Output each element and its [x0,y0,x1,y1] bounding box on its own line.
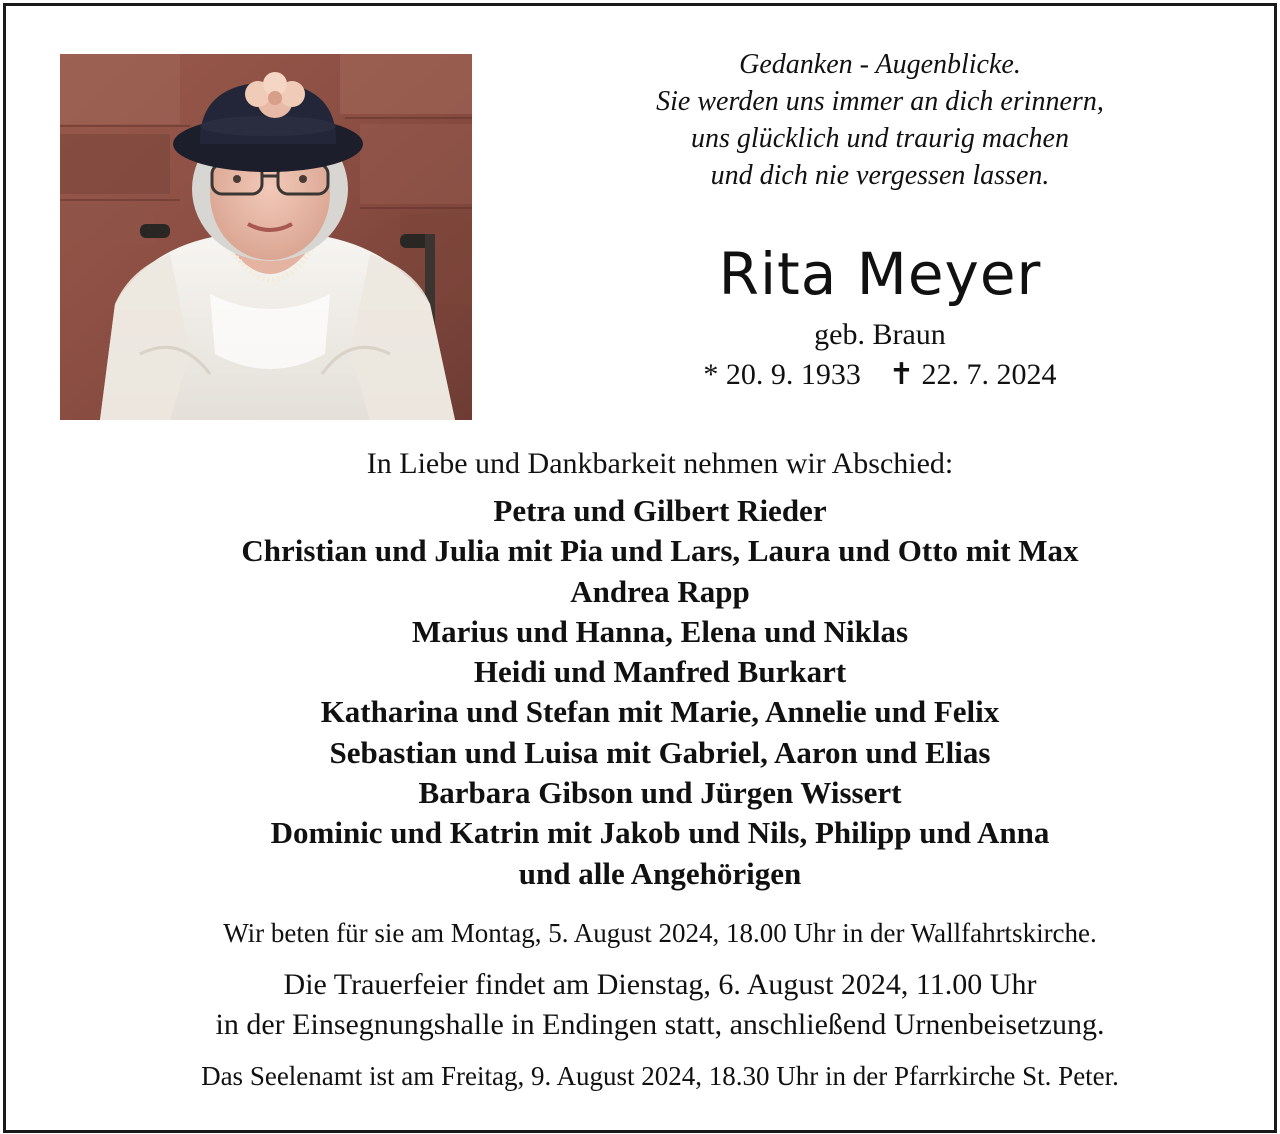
birth-date: * 20. 9. 1933 [703,358,861,391]
mourner-line: Andrea Rapp [570,573,750,609]
mourner-line: Barbara Gibson und Jürgen Wissert [418,775,902,811]
death-date: ✝ 22. 7. 2024 [888,358,1057,391]
poem-line: Sie werden uns immer an dich erinnern, [656,86,1104,117]
mourner-line: Christian und Julia mit Pia und Lars, Laura und Otto mit Max [241,533,1079,569]
requiem-notice: Das Seelenamt ist am Freitag, 9. August 2024, 18.30 Uhr in der Pfarrkirche St. Peter. [201,1061,1119,1091]
mourner-line: Petra und Gilbert Rieder [493,493,827,528]
poem-line: Gedanken - Augenblicke. [739,49,1021,80]
life-dates [560,356,1200,394]
mourner-line: Heidi und Manfred Burkart [473,654,847,690]
mourner-line: Dominic und Katrin mit Jakob und Nils, Philipp und Anna [270,815,1050,851]
funeral-notice [0,965,1280,1045]
funeral-notice-line: Die Trauerfeier findet am Dienstag, 6. August 2024, 11.00 Uhr [283,968,1037,1001]
mourner-line: und alle Angehörigen [518,855,802,891]
mourners-list [0,491,1280,894]
mourner-line: Katharina und Stefan mit Marie, Annelie und Felix [320,694,1000,730]
prayer-notice: Wir beten für sie am Montag, 5. August 2024, 18.00 Uhr in der Wallfahrtskirche. [223,918,1097,948]
farewell-intro: In Liebe und Dankbarkeit nehmen wir Abschied: [366,447,954,480]
mourner-line: Marius und Hanna, Elena und Niklas [411,613,909,649]
mourner-line: Sebastian und Luisa mit Gabriel, Aaron und Elias [329,734,991,770]
funeral-notice-line: in der Einsegnungshalle in Endingen statt, anschließend Urnenbeisetzung. [215,1008,1105,1041]
deceased-name: Rita Meyer [718,240,1042,308]
maiden-name: geb. Braun [814,318,946,351]
poem-line: uns glücklich und traurig machen [691,123,1069,154]
memorial-poem [560,46,1200,194]
poem-line: und dich nie vergessen lassen. [710,160,1050,191]
portrait-photo [60,54,472,420]
